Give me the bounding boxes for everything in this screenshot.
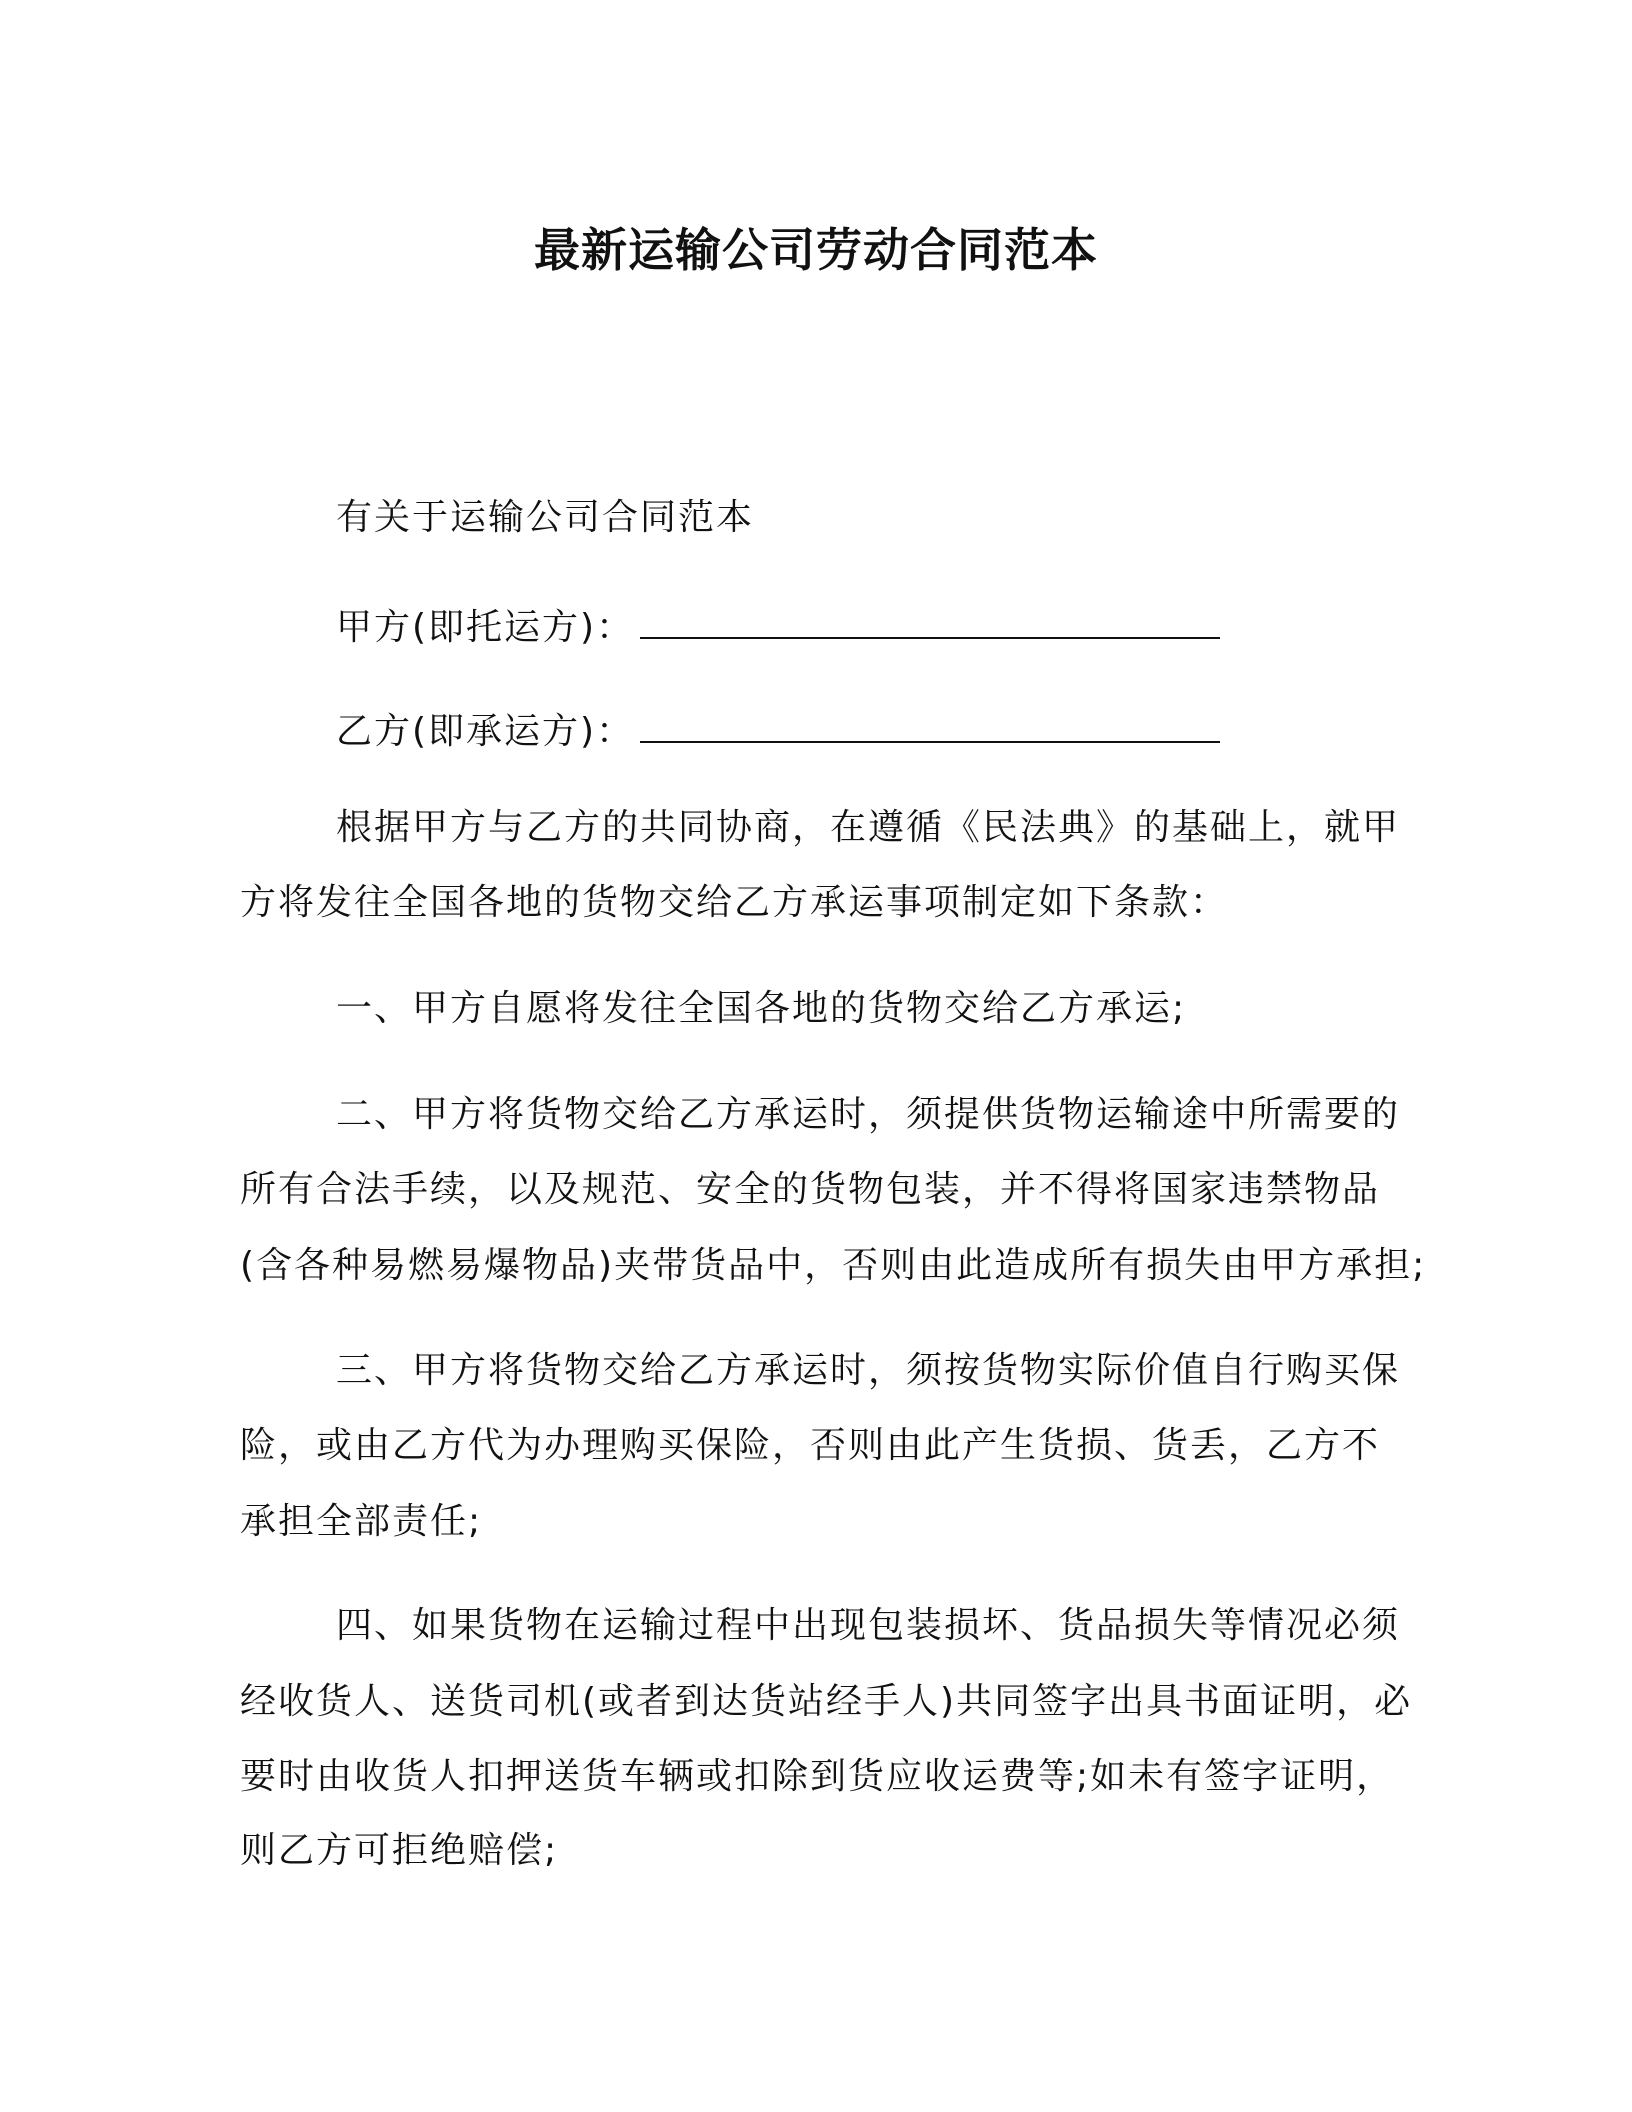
party-a-line [336,603,1220,653]
clause-2-line: 所有合法手续，以及规范、安全的货物包装，并不得将国家违禁物品 [240,1169,1381,1210]
clause-2-line: 二、甲方将货物交给乙方承运时，须提供货物运输途中所需要的 [336,1094,1401,1135]
clause-3-line: 险，或由乙方代为办理购买保险，否则由此产生货损、货丢，乙方不 [240,1425,1381,1466]
clause-4-line: 要时由收货人扣押送货车辆或扣除到货应收运费等;如未有签字证明， [240,1756,1395,1797]
party-a-label: 甲方(即托运方)： [336,607,635,648]
clause-4-line: 四、如果货物在运输过程中出现包装损坏、货品损失等情况必须 [336,1605,1401,1646]
document-title: 最新运输公司劳动合同范本 [534,223,1098,277]
intro-line: 方将发往全国各地的货物交给乙方承运事项制定如下条款： [240,882,1229,923]
clause-4-line: 则乙方可拒绝赔偿; [240,1830,559,1871]
clause-3-line: 三、甲方将货物交给乙方承运时，须按货物实际价值自行购买保 [336,1350,1401,1391]
document-subtitle: 有关于运输公司合同范本 [336,497,755,538]
intro-line: 根据甲方与乙方的共同协商，在遵循《民法典》的基础上，就甲 [336,807,1401,848]
party-b-blank [640,707,1220,743]
clause-2-line: (含各种易燃易爆物品)夹带货品中，否则由此造成所有损失由甲方承担; [240,1245,1427,1286]
clause-4-line: 经收货人、送货司机(或者到达货站经手人)共同签字出具书面证明，必 [240,1681,1413,1722]
clause-1-line: 一、甲方自愿将发往全国各地的货物交给乙方承运; [336,988,1187,1029]
party-a-blank [640,603,1220,639]
clause-3-line: 承担全部责任; [240,1501,483,1542]
party-b-label: 乙方(即承运方)： [336,711,635,752]
party-b-line [336,707,1220,757]
